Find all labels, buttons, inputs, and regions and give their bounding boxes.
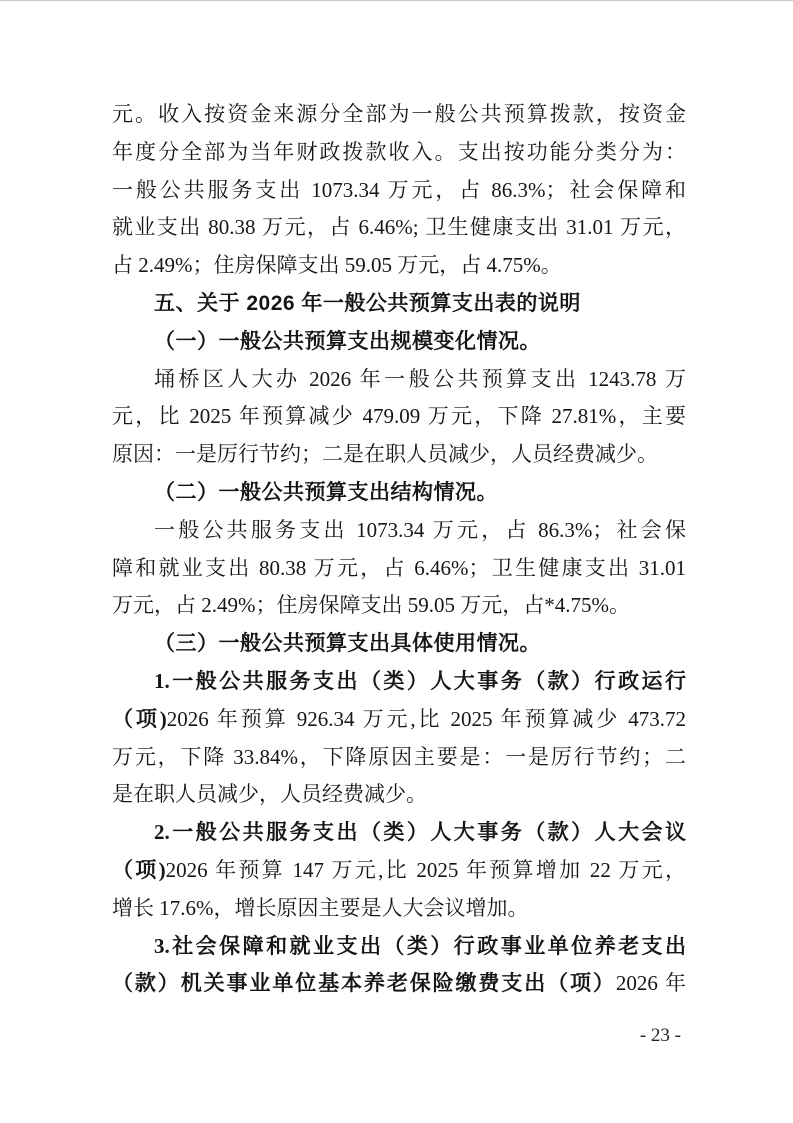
item-3-line-2-bold: （款）机关事业单位基本养老保险缴费支出（项） xyxy=(112,971,616,996)
subsection-1-line-3: 原因：一是厉行节约；二是在职人员减少，人员经费减少。 xyxy=(112,442,658,467)
item-3-lead-line: 3.社会保障和就业支出（类）行政事业单位养老支出 xyxy=(154,933,686,958)
subsection-1-line-2: 元，比 2025 年预算减少 479.09 万元，下降 27.81%，主要 xyxy=(112,404,686,429)
subsection-2-line-3: 万元，占 2.49%；住房保障支出 59.05 万元，占*4.75%。 xyxy=(112,593,630,618)
page-number: - 23 - xyxy=(639,1025,681,1046)
item-1-line-3: 万元，下降 33.84%，下降原因主要是：一是厉行节约；二 xyxy=(112,744,686,769)
carryover-line-2: 年度分全部为当年财政拨款收入。支出按功能分类分为： xyxy=(112,139,686,164)
item-1-line-2-rest: 2026 年预算 926.34 万元,比 2025 年预算减少 473.72 xyxy=(166,706,686,731)
item-2-line-2-bold: （项) xyxy=(112,857,166,882)
subsection-1-heading: （一）一般公共预算支出规模变化情况。 xyxy=(154,328,541,353)
item-2-line-3: 增长 17.6%，增长原因主要是人大会议增加。 xyxy=(112,895,529,920)
item-1-lead-line: 1.一般公共服务支出（类）人大事务（款）行政运行 xyxy=(154,668,686,693)
carryover-line-3: 一般公共服务支出 1073.34 万元，占 86.3%；社会保障和 xyxy=(112,177,686,202)
item-1-line-2-bold: （项) xyxy=(112,706,167,731)
item-3-line-2-rest: 2026 年 xyxy=(615,971,686,996)
subsection-3-heading: （三）一般公共预算支出具体使用情况。 xyxy=(154,631,541,656)
carryover-line-4: 就业支出 80.38 万元，占 6.46%; 卫生健康支出 31.01 万元， xyxy=(112,215,686,240)
item-3-line-2 xyxy=(112,965,686,1003)
item-1-line-4: 是在职人员减少，人员经费减少。 xyxy=(112,782,427,807)
subsection-1-line-1: 埇桥区人大办 2026 年一般公共预算支出 1243.78 万 xyxy=(154,366,686,391)
subsection-2-line-1: 一般公共服务支出 1073.34 万元，占 86.3%；社会保 xyxy=(154,517,686,542)
item-1-line-2 xyxy=(112,701,686,739)
item-2-line-2-rest: 2026 年预算 147 万元,比 2025 年预算增加 22 万元， xyxy=(165,857,686,882)
document-body xyxy=(112,96,686,1003)
subsection-2-heading: （二）一般公共预算支出结构情况。 xyxy=(154,479,498,504)
section-5-heading: 五、关于 2026 年一般公共预算支出表的说明 xyxy=(154,291,581,315)
item-2-line-2 xyxy=(112,852,686,890)
subsection-2-line-2: 障和就业支出 80.38 万元，占 6.46%；卫生健康支出 31.01 xyxy=(112,555,686,580)
carryover-line-5: 占 2.49%；住房保障支出 59.05 万元，占 4.75%。 xyxy=(112,253,562,278)
item-2-lead-line: 2.一般公共服务支出（类）人大事务（款）人大会议 xyxy=(154,820,686,845)
carryover-line-1: 元。收入按资金来源分全部为一般公共预算拨款，按资金 xyxy=(112,102,686,126)
